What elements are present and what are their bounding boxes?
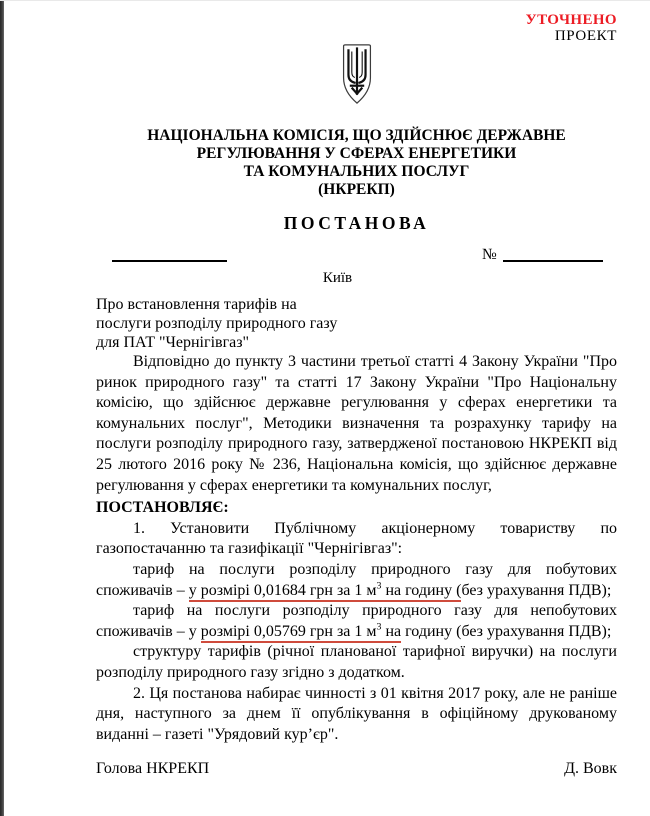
subject-block	[96, 295, 617, 352]
org-name-line: ТА КОМУНАЛЬНИХ ПОСЛУГ	[243, 163, 470, 180]
stamp-updated-label: УТОЧНЕНО	[525, 12, 617, 28]
tariff-nonhousehold-underlined: на	[381, 622, 402, 640]
number-sign: №	[482, 246, 497, 263]
stamp-block	[526, 12, 617, 44]
signer-title: Голова НКРЕКП	[96, 760, 210, 778]
cubic-meter-superscript: 3	[376, 621, 382, 633]
organization-name	[96, 127, 617, 199]
tariff-nonhousehold-underlined: розмірі 0,05769 грн за 1 м	[200, 622, 377, 640]
red-underline-annotation	[189, 582, 462, 602]
tariff-nonhousehold-post: годину (без урахування ПДВ);	[401, 622, 612, 640]
city-label: Київ	[322, 270, 353, 286]
date-blank-line	[112, 260, 227, 262]
scan-edge-shadow	[0, 1, 4, 816]
tariff-household-pre: тариф на послуги розподілу природного газу для побутових споживачів –	[96, 560, 617, 599]
ukraine-trident-coat-of-arms-icon	[334, 43, 380, 115]
cubic-meter-superscript: 3	[376, 580, 382, 592]
subject-line: для ПАТ "Чернігівгаз"	[96, 334, 250, 351]
item1-intro-paragraph: 1. Установити Публічному акціонерному товариству по газопостачанню та газифікації "Чернігівгаз":	[96, 519, 617, 558]
subject-line: послуги розподілу природного газу	[96, 315, 338, 332]
red-underline-annotation	[201, 623, 401, 643]
tariff-nonhousehold-pre: тариф на послуги розподілу природного газу для непобутових споживачів – у	[96, 602, 617, 640]
document-type-title: ПОСТАНОВА	[283, 213, 430, 233]
signer-name: Д. Вовк	[564, 760, 617, 778]
resolves-label: ПОСТАНОВЛЯЄ:	[96, 499, 229, 517]
tariff-household-post: без урахування ПДВ);	[461, 581, 612, 599]
document-body	[96, 43, 617, 779]
stamp-draft-label: ПРОЕКТ	[554, 28, 617, 44]
subject-line: Про встановлення тарифів на	[96, 296, 297, 313]
tariff-nonhousehold-paragraph	[96, 601, 617, 642]
org-name-line: РЕГУЛЮВАННЯ У СФЕРАХ ЕНЕРГЕТИКИ	[196, 145, 517, 162]
number-blank-line	[503, 260, 603, 262]
preamble-paragraph: Відповідно до пункту 3 частини третьої статті 4 Закону України "Про ринок природного газу" та статті 17 Закону України "Про Національну комісію, що здійснює державне регулювання у сферах енергетики та комунальних послуг", Методики визначення та розрахунку тарифу на послуги розподілу природного газу, затвердженої постановою НКРЕКП від 25 лютого 2016 року № 236, Національна комісія, що здійснює державне регулювання у сферах енергетики та комунальних послуг,	[96, 353, 617, 494]
tariff-household-underlined: на годину (	[381, 581, 462, 599]
tariff-household-paragraph	[96, 560, 617, 601]
date-number-row	[96, 246, 617, 268]
item2-paragraph: 2. Ця постанова набирає чинності з 01 квітня 2017 року, але не раніше дня, наступного за днем її опублікування в офіційному друкованому виданні – газеті "Урядовий кур’єр".	[96, 684, 617, 743]
structure-paragraph: структуру тарифів (річної планованої тарифної виручки) на послуги розподілу природного газу згідно з додатком.	[96, 643, 617, 681]
org-name-line: НАЦІОНАЛЬНА КОМІСІЯ, ЩО ЗДІЙСНЮЄ ДЕРЖАВНЕ	[147, 127, 566, 144]
org-name-line: (НКРЕКП)	[318, 181, 395, 198]
tariff-household-underlined: у розмірі 0,01684 грн за 1 м	[188, 581, 377, 599]
signature-row	[96, 759, 617, 779]
